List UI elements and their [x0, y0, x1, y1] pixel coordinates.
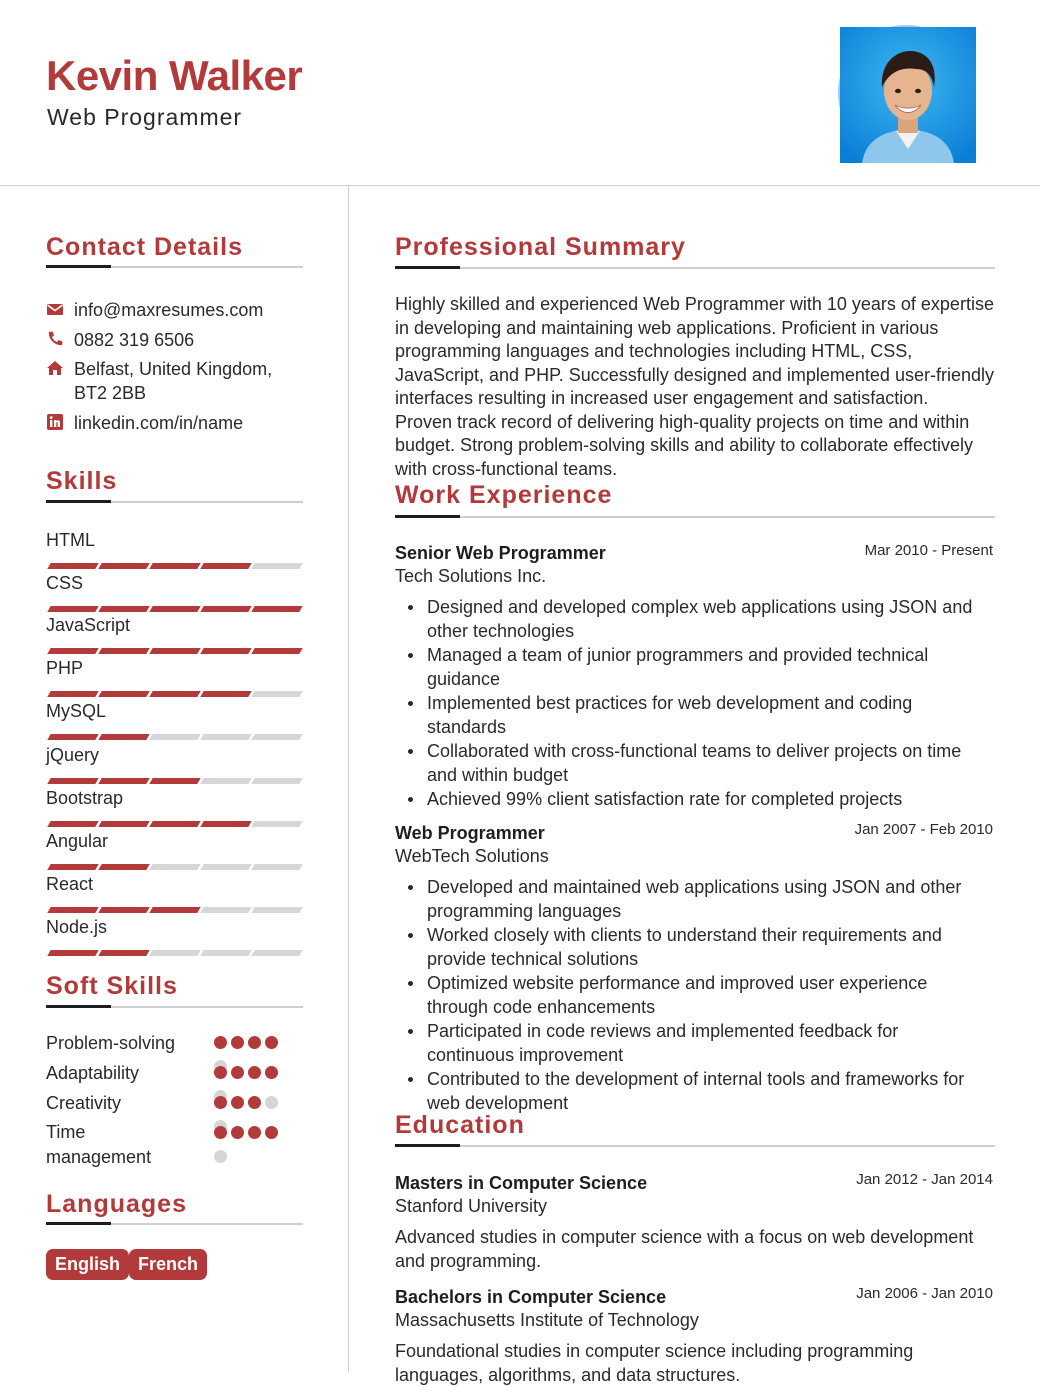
education-rule [395, 1145, 995, 1147]
job-date: Jan 2007 - Feb 2010 [854, 821, 993, 838]
skill-level-bar [46, 864, 302, 870]
job-bullets [427, 875, 995, 1115]
skill-level-bar [46, 907, 302, 913]
skill-label: MySQL [46, 701, 107, 721]
soft-skill-label: Creativity [46, 1093, 122, 1113]
skill-segment-empty [251, 907, 302, 913]
rating-dot-filled [231, 1036, 244, 1049]
job-bullet [427, 1019, 995, 1067]
skill-segment-empty [200, 864, 251, 870]
skill-segment-filled [47, 734, 98, 740]
skill-level-bar [46, 691, 302, 697]
skill-label: PHP [46, 658, 84, 678]
summary-heading: Professional Summary [395, 233, 686, 261]
rating-dot-filled [231, 1096, 244, 1109]
soft-skill-label: Adaptability [46, 1063, 140, 1083]
skill-segment-empty [149, 864, 200, 870]
description-line: Advanced studies in computer science with a focus on web development [395, 1227, 974, 1247]
job-title: Senior Web Programmer [395, 543, 606, 563]
skill-segment-filled [149, 563, 200, 569]
skill-segment-filled [149, 648, 200, 654]
languages-heading: Languages [46, 1190, 187, 1218]
description-line: languages, algorithms, and data structures. [395, 1365, 741, 1385]
job-bullet [427, 787, 995, 811]
degree-description [395, 1339, 995, 1387]
soft-skill-label: Problem-solving [46, 1033, 176, 1053]
skill-segment-empty [251, 864, 302, 870]
bullet-line: Participated in code reviews and implemented feedback for [427, 1021, 899, 1041]
description-line: Foundational studies in computer science including programming [395, 1341, 914, 1361]
job-bullet [427, 691, 995, 739]
skill-level-bar [46, 606, 302, 612]
bullet-line: Managed a team of junior programmers and provided technical [427, 645, 929, 665]
rating-dot-empty [265, 1096, 278, 1109]
bullet-line: Optimized website performance and improved user experience [427, 973, 928, 993]
skill-label: JavaScript [46, 615, 131, 635]
skill-label: Bootstrap [46, 788, 124, 808]
rating-dot-filled [248, 1126, 261, 1139]
skill-level-bar [46, 950, 302, 956]
skill-row [46, 873, 302, 895]
summary-line: Proven track record of delivering high-quality projects on time and within [395, 411, 970, 432]
summary-line: interfaces resulting in increased user engagement and satisfaction. [395, 388, 929, 408]
skill-segment-filled [98, 778, 149, 784]
soft-skill-dots [214, 1126, 294, 1140]
rating-dot-filled [248, 1096, 261, 1109]
skill-segment-filled [200, 691, 251, 697]
skills-rule-accent [46, 500, 111, 503]
rating-dot-filled [214, 1066, 227, 1079]
summary-line: in developing and maintaining web applications. Proficient in various [395, 317, 939, 338]
skill-segment-empty [251, 691, 302, 697]
skill-segment-filled [47, 606, 98, 612]
job-date: Mar 2010 - Present [864, 542, 993, 559]
degree-title: Masters in Computer Science [395, 1173, 648, 1193]
bullet-line: other technologies [427, 621, 575, 641]
summary-line: programming languages and technologies including HTML, CSS, [395, 341, 913, 361]
education-rule-accent [395, 1144, 460, 1147]
school-name: Stanford University [395, 1196, 548, 1216]
skill-segment-filled [251, 648, 302, 654]
skill-level-bar [46, 734, 302, 740]
skill-row [46, 787, 302, 809]
bullet-line: provide technical solutions [427, 949, 639, 969]
rating-dot-filled [231, 1126, 244, 1139]
degree-date: Jan 2012 - Jan 2014 [856, 1171, 993, 1188]
job-bullet [427, 643, 995, 691]
skill-segment-filled [200, 648, 251, 654]
bullet-line: Developed and maintained web applications using JSON and other [427, 877, 962, 897]
skill-segment-filled [47, 864, 98, 870]
skill-segment-empty [251, 734, 302, 740]
candidate-title: Web Programmer [47, 104, 243, 130]
rating-dot-filled [265, 1036, 278, 1049]
skill-level-bar [46, 563, 302, 569]
soft-skills-rule-accent [46, 1005, 111, 1008]
experience-rule [395, 516, 995, 518]
skill-level-bar [46, 821, 302, 827]
job-bullet [427, 875, 995, 923]
language-badge-french: French [129, 1249, 207, 1280]
skill-segment-empty [200, 907, 251, 913]
job-bullets [427, 595, 995, 811]
experience-heading: Work Experience [395, 481, 613, 509]
skill-segment-filled [47, 950, 98, 956]
summary-line: with cross-functional teams. [395, 458, 618, 479]
avatar [838, 25, 974, 161]
bullet-line: standards [427, 717, 507, 737]
language-badge-english: English [46, 1249, 129, 1280]
job-bullet [427, 1067, 995, 1115]
bullet-line: continuous improvement [427, 1045, 624, 1065]
bullet-line: Designed and developed complex web applications using JSON and [427, 597, 973, 617]
skill-segment-filled [98, 734, 149, 740]
skill-segment-empty [251, 778, 302, 784]
skill-segment-filled [149, 821, 200, 827]
skill-segment-filled [47, 821, 98, 827]
resume-header [0, 0, 1040, 186]
skill-segment-empty [200, 734, 251, 740]
skill-segment-empty [251, 563, 302, 569]
skill-row [46, 657, 302, 679]
job-company: Tech Solutions Inc. [395, 566, 547, 586]
soft-skill-dots [214, 1066, 294, 1080]
skill-row [46, 529, 302, 551]
contact-address-line1: Belfast, United Kingdom, [74, 359, 273, 379]
contact-linkedin-text: linkedin.com/in/name [74, 413, 244, 433]
skill-label: Angular [46, 831, 109, 851]
skill-row [46, 830, 302, 852]
summary-text [395, 293, 995, 481]
skill-row [46, 744, 302, 766]
skill-segment-filled [149, 691, 200, 697]
skill-segment-empty [200, 778, 251, 784]
job-bullet [427, 971, 995, 1019]
job-title: Web Programmer [395, 823, 545, 843]
rating-dot-filled [248, 1036, 261, 1049]
skill-segment-filled [149, 778, 200, 784]
skill-segment-filled [200, 606, 251, 612]
soft-skill-label-line2: management [46, 1147, 152, 1167]
school-name: Massachusetts Institute of Technology [395, 1310, 699, 1330]
skill-segment-filled [98, 648, 149, 654]
soft-skill-label: Time [46, 1122, 86, 1142]
skill-segment-empty [251, 821, 302, 827]
bullet-line: Collaborated with cross-functional teams to deliver projects on time [427, 741, 962, 761]
rating-dot-empty [214, 1150, 227, 1163]
experience-rule-accent [395, 515, 460, 518]
envelope-icon [46, 300, 64, 318]
bullet-line: Achieved 99% client satisfaction rate for completed projects [427, 789, 903, 809]
skill-segment-filled [47, 691, 98, 697]
home-icon [46, 359, 64, 377]
skill-row [46, 916, 302, 938]
skill-segment-filled [149, 907, 200, 913]
skill-segment-empty [251, 950, 302, 956]
avatar-photo [840, 27, 976, 163]
job-bullet [427, 595, 995, 643]
skill-row [46, 700, 302, 722]
job-company: WebTech Solutions [395, 846, 549, 866]
skill-segment-filled [47, 778, 98, 784]
skill-segment-filled [98, 821, 149, 827]
skill-segment-filled [98, 691, 149, 697]
skill-label: HTML [46, 530, 95, 550]
languages-rule-accent [46, 1222, 111, 1225]
contact-address-line2: BT2 2BB [74, 383, 147, 403]
skill-segment-empty [149, 734, 200, 740]
summary-line: budget. Strong problem-solving skills and ability to collaborate effectively [395, 435, 973, 455]
rating-dot-filled [231, 1066, 244, 1079]
column-divider [348, 186, 349, 1372]
rating-dot-filled [265, 1066, 278, 1079]
bullet-line: programming languages [427, 901, 622, 921]
skill-segment-filled [149, 606, 200, 612]
contact-heading: Contact Details [46, 233, 243, 261]
rating-dot-filled [214, 1126, 227, 1139]
rating-dot-filled [214, 1036, 227, 1049]
job-bullet [427, 923, 995, 971]
bullet-line: Contributed to the development of internal tools and frameworks for [427, 1069, 965, 1089]
skill-label: jQuery [46, 745, 100, 765]
skill-level-bar [46, 778, 302, 784]
rating-dot-filled [248, 1066, 261, 1079]
skill-row [46, 572, 302, 594]
skill-segment-empty [149, 950, 200, 956]
skill-row [46, 614, 302, 636]
contact-phone-text: 0882 319 6506 [74, 330, 195, 350]
job-bullet [427, 739, 995, 787]
rating-dot-filled [214, 1096, 227, 1109]
skill-segment-filled [251, 606, 302, 612]
skill-level-bar [46, 648, 302, 654]
description-line: and programming. [395, 1251, 542, 1271]
education-heading: Education [395, 1111, 525, 1139]
rating-dot-filled [265, 1126, 278, 1139]
skill-segment-filled [98, 864, 149, 870]
skill-segment-filled [98, 907, 149, 913]
skill-segment-filled [98, 606, 149, 612]
contact-email-text: info@maxresumes.com [74, 300, 264, 320]
skill-segment-filled [200, 563, 251, 569]
degree-title: Bachelors in Computer Science [395, 1287, 667, 1307]
skill-segment-filled [47, 648, 98, 654]
linkedin-icon [46, 413, 64, 431]
skill-segment-filled [200, 821, 251, 827]
skill-segment-filled [47, 907, 98, 913]
skill-segment-filled [98, 563, 149, 569]
bullet-line: Worked closely with clients to understand their requirements and [427, 925, 942, 945]
bullet-line: through code enhancements [427, 997, 656, 1017]
bullet-line: guidance [427, 669, 501, 689]
summary-rule [395, 267, 995, 269]
skills-heading: Skills [46, 467, 118, 495]
skill-label: Node.js [46, 917, 108, 937]
summary-rule-accent [395, 266, 460, 269]
bullet-line: and within budget [427, 765, 569, 785]
summary-line: Highly skilled and experienced Web Programmer with 10 years of expertise [395, 294, 994, 314]
soft-skills-heading: Soft Skills [46, 972, 178, 1000]
phone-icon [46, 330, 64, 348]
soft-skill-dots [214, 1036, 294, 1050]
bullet-line: web development [427, 1093, 569, 1113]
skill-segment-filled [98, 950, 149, 956]
candidate-name: Kevin Walker [46, 52, 303, 99]
skill-segment-filled [47, 563, 98, 569]
soft-skill-dots [214, 1096, 294, 1110]
skill-label: React [46, 874, 94, 894]
contact-rule-accent [46, 265, 111, 268]
skill-label: CSS [46, 573, 84, 593]
bullet-line: Implemented best practices for web development and coding [427, 693, 913, 713]
degree-description [395, 1225, 995, 1273]
skill-segment-empty [200, 950, 251, 956]
degree-date: Jan 2006 - Jan 2010 [856, 1285, 993, 1302]
summary-line: JavaScript, and PHP. Successfully designed and implemented user-friendly [395, 364, 994, 385]
